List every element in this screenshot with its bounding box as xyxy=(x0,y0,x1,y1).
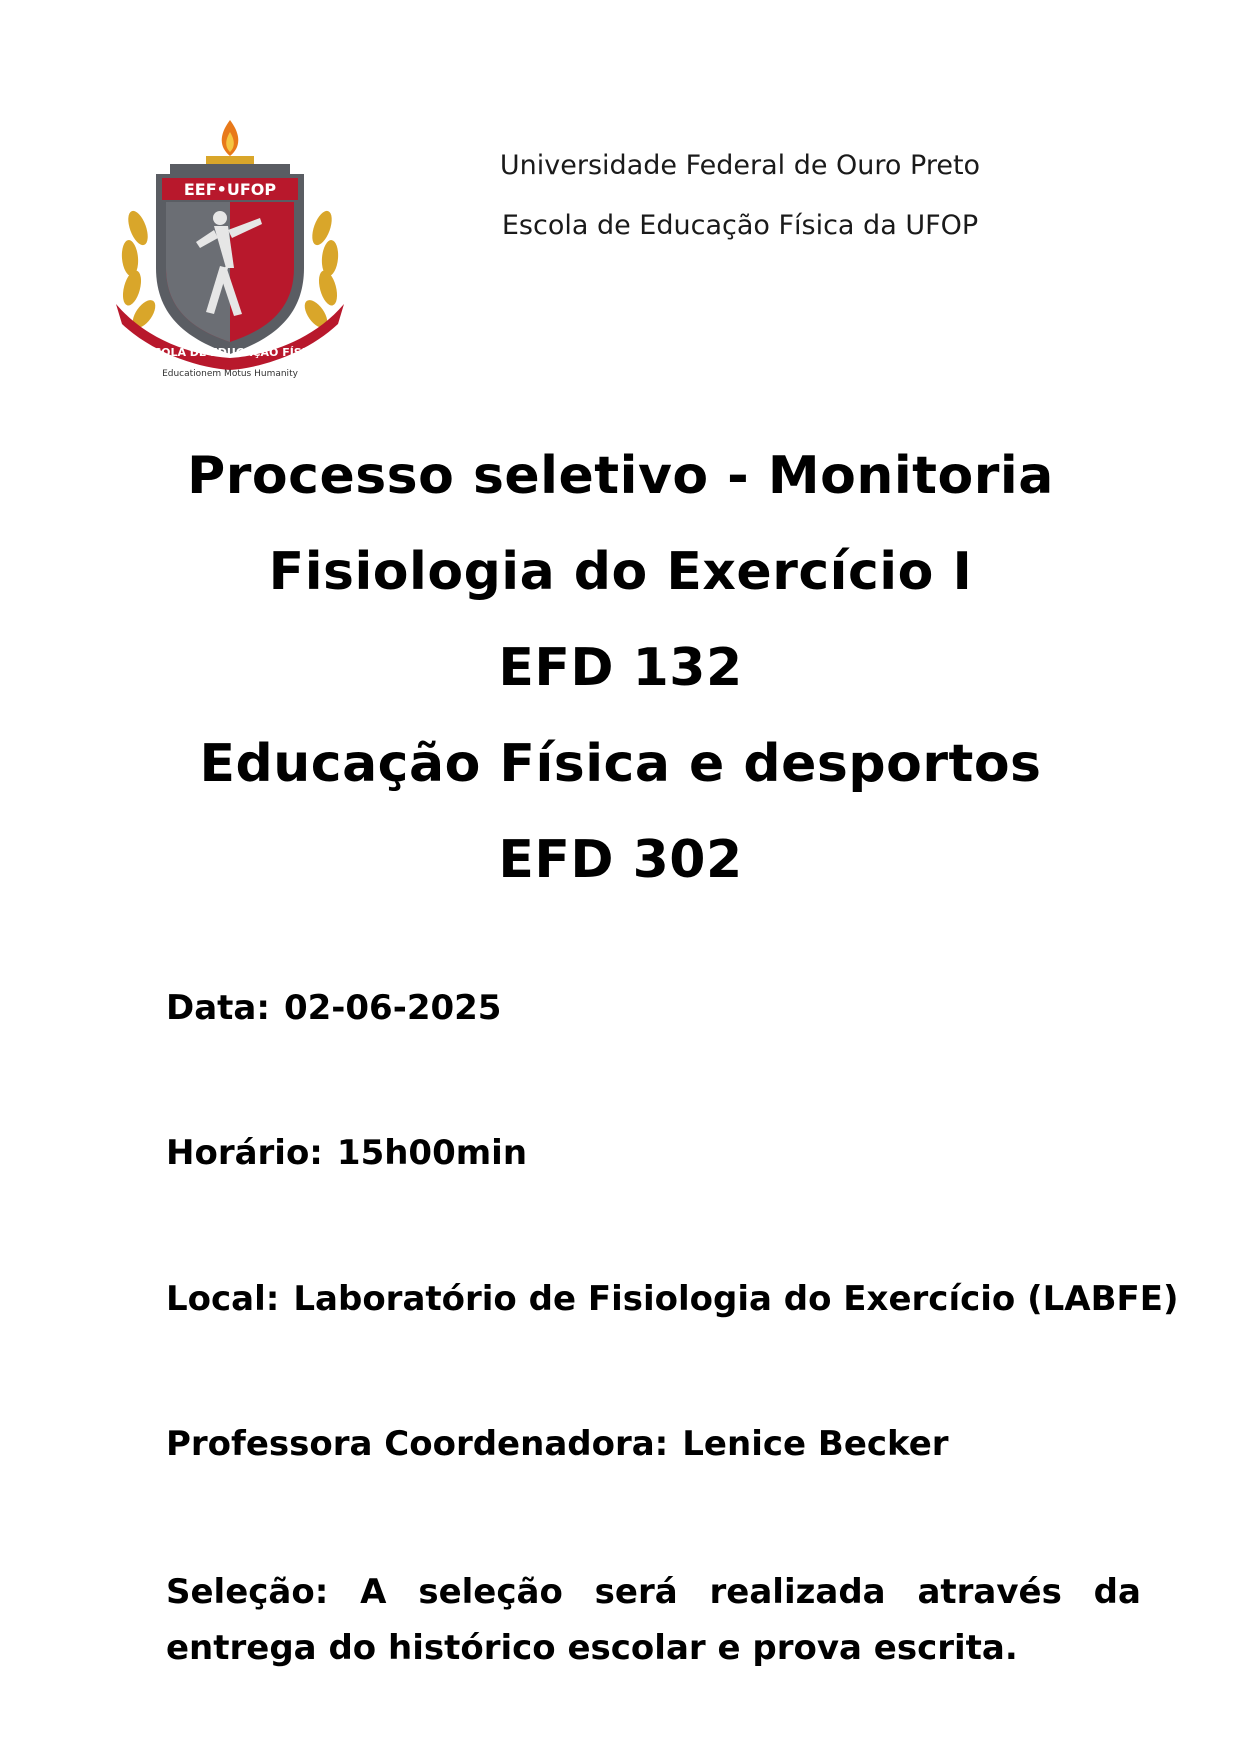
selection-word: Seleção: xyxy=(166,1572,329,1612)
location-label: Local: xyxy=(166,1279,280,1319)
location-field xyxy=(166,1279,1179,1319)
time-label: Horário: xyxy=(166,1133,323,1173)
selection-word: A xyxy=(360,1572,387,1612)
eef-ufop-logo xyxy=(110,118,350,380)
coordinator-value: Lenice Becker xyxy=(682,1424,949,1464)
selection-word: através xyxy=(917,1572,1062,1612)
selection-paragraph xyxy=(166,1564,1141,1676)
date-field xyxy=(166,988,1146,1028)
selection-word: será xyxy=(594,1572,678,1612)
time-value: 15h00min xyxy=(336,1133,528,1173)
selection-word: seleção xyxy=(418,1572,563,1612)
logo-motto-text: Educationem Motus Humanity xyxy=(162,369,298,379)
title-line-2: Fisiologia do Exercício I xyxy=(268,542,973,602)
title-line-4: Educação Física e desportos xyxy=(199,734,1042,794)
coordinator-label: Professora Coordenadora: xyxy=(166,1424,669,1464)
location-value: Laboratório de Fisiologia do Exercício (LABFE) xyxy=(293,1279,1179,1319)
date-value: 02-06-2025 xyxy=(283,988,502,1028)
time-field xyxy=(166,1133,1146,1173)
coordinator-field xyxy=(166,1424,1146,1464)
logo-badge-text: EEF•UFOP xyxy=(183,180,277,199)
institution-name: Universidade Federal de Ouro Preto xyxy=(499,150,981,181)
title-line-5: EFD 302 xyxy=(498,830,743,890)
selection-word: da xyxy=(1093,1572,1141,1612)
logo-ribbon-text: ESCOLA DE EDUCAÇÃO FÍSICA xyxy=(137,346,323,359)
selection-word: realizada xyxy=(709,1572,886,1612)
title-block xyxy=(0,428,1241,908)
selection-line-1 xyxy=(166,1564,1141,1620)
selection-line-2: entrega do histórico escolar e prova escrita. xyxy=(166,1628,1018,1668)
title-line-3: EFD 132 xyxy=(498,638,743,698)
title-line-1: Processo seletivo - Monitoria xyxy=(187,446,1054,506)
school-name: Escola de Educação Física da UFOP xyxy=(501,210,979,241)
date-label: Data: xyxy=(166,988,270,1028)
